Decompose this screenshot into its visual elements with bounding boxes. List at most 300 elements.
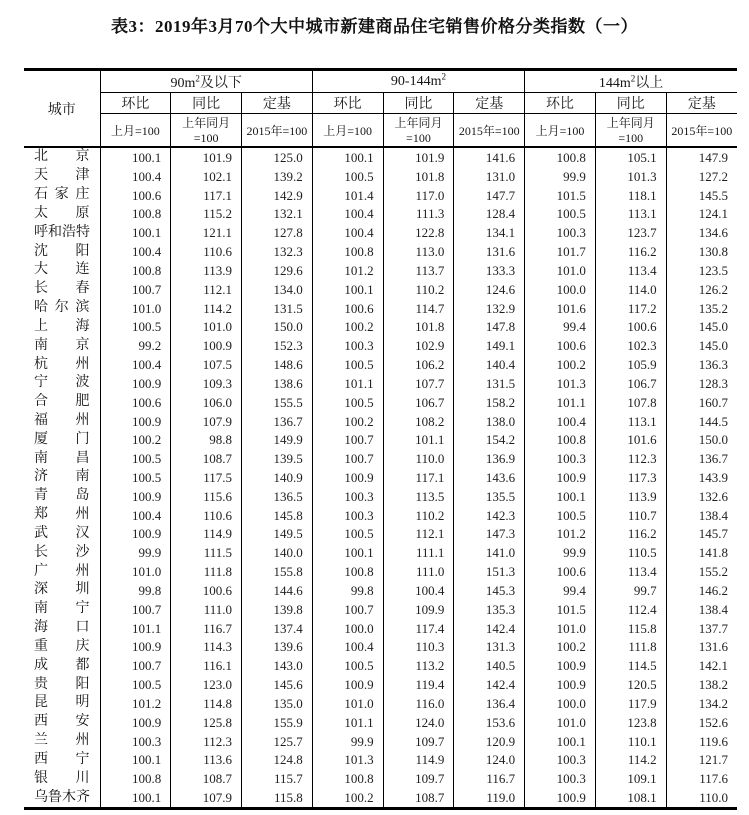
index-value: 101.1 [100, 619, 171, 638]
base-header: 上月=100 [525, 114, 596, 148]
index-value: 145.0 [666, 336, 737, 355]
index-value: 111.3 [383, 204, 454, 223]
index-value: 101.9 [171, 147, 242, 167]
index-value: 128.3 [666, 374, 737, 393]
city-name [24, 543, 100, 562]
group-label: 以上 [635, 75, 664, 91]
index-value: 100.9 [312, 468, 383, 487]
index-value: 110.1 [595, 732, 666, 751]
index-value: 99.9 [525, 543, 596, 562]
index-value: 124.1 [666, 204, 737, 223]
table-row [24, 430, 737, 449]
table-row [24, 336, 737, 355]
index-value: 134.2 [666, 694, 737, 713]
index-value: 100.9 [100, 412, 171, 431]
index-value: 100.3 [100, 732, 171, 751]
index-value: 100.9 [312, 675, 383, 694]
index-value: 138.0 [454, 412, 525, 431]
index-value: 124.0 [383, 713, 454, 732]
index-value: 100.5 [312, 525, 383, 544]
index-value: 101.1 [525, 393, 596, 412]
index-value: 100.4 [312, 204, 383, 223]
index-value: 100.4 [100, 242, 171, 261]
index-value: 136.9 [454, 449, 525, 468]
index-value: 140.5 [454, 656, 525, 675]
index-value: 101.0 [525, 619, 596, 638]
index-value: 113.4 [595, 261, 666, 280]
index-value: 101.8 [383, 317, 454, 336]
table-row [24, 449, 737, 468]
index-value: 139.2 [242, 167, 313, 186]
index-value: 100.4 [100, 355, 171, 374]
index-value: 131.5 [454, 374, 525, 393]
index-value: 131.6 [666, 638, 737, 657]
index-value: 110.0 [666, 788, 737, 808]
index-value: 100.8 [100, 204, 171, 223]
index-value: 102.1 [171, 167, 242, 186]
index-value: 148.6 [242, 355, 313, 374]
index-value: 130.8 [666, 242, 737, 261]
table-row [24, 506, 737, 525]
group-label: 及以下 [199, 75, 242, 91]
index-value: 102.9 [383, 336, 454, 355]
measure-header: 同比 [383, 93, 454, 114]
index-value: 101.5 [525, 186, 596, 205]
index-value: 100.5 [525, 204, 596, 223]
index-value: 116.2 [595, 242, 666, 261]
index-value: 115.8 [242, 788, 313, 808]
index-value: 113.1 [595, 412, 666, 431]
index-value: 101.9 [383, 147, 454, 167]
index-value: 115.2 [171, 204, 242, 223]
index-value: 117.3 [595, 468, 666, 487]
index-value: 100.5 [312, 355, 383, 374]
index-value: 100.6 [525, 562, 596, 581]
index-value: 106.0 [171, 393, 242, 412]
table-row [24, 355, 737, 374]
index-value: 135.3 [454, 600, 525, 619]
index-value: 117.6 [666, 769, 737, 788]
index-value: 121.7 [666, 751, 737, 770]
city-name-label: 海口 [34, 620, 90, 636]
index-value: 100.5 [100, 675, 171, 694]
index-value: 126.2 [666, 280, 737, 299]
index-value: 141.8 [666, 543, 737, 562]
index-value: 127.8 [242, 223, 313, 242]
index-value: 113.4 [595, 562, 666, 581]
base-header: 上年同月=100 [171, 114, 242, 148]
table-row [24, 468, 737, 487]
index-value: 134.1 [454, 223, 525, 242]
city-name-label: 深圳 [34, 582, 90, 598]
group-header-90to144 [312, 70, 524, 93]
index-value: 145.0 [666, 317, 737, 336]
index-value: 100.1 [312, 147, 383, 167]
index-value: 99.2 [100, 336, 171, 355]
table-row [24, 619, 737, 638]
index-value: 154.2 [454, 430, 525, 449]
base-header: 2015年=100 [454, 114, 525, 148]
city-name [24, 562, 100, 581]
group-header-row [24, 70, 737, 93]
index-value: 100.9 [525, 675, 596, 694]
city-name [24, 656, 100, 675]
table-row [24, 204, 737, 223]
index-value: 100.5 [312, 167, 383, 186]
index-value: 151.3 [454, 562, 525, 581]
base-header: 上月=100 [100, 114, 171, 148]
index-value: 109.7 [383, 769, 454, 788]
table-row [24, 656, 737, 675]
index-value: 152.3 [242, 336, 313, 355]
city-name [24, 788, 100, 808]
index-value: 109.1 [595, 769, 666, 788]
index-value: 112.4 [595, 600, 666, 619]
index-value: 124.0 [454, 751, 525, 770]
index-value: 114.9 [171, 525, 242, 544]
city-name-label: 昆明 [34, 695, 90, 711]
table-row [24, 788, 737, 808]
index-value: 100.4 [312, 223, 383, 242]
index-value: 100.8 [312, 242, 383, 261]
index-value: 99.9 [525, 167, 596, 186]
index-value: 98.8 [171, 430, 242, 449]
city-name [24, 186, 100, 205]
index-value: 111.5 [171, 543, 242, 562]
index-value: 132.9 [454, 299, 525, 318]
index-value: 140.0 [242, 543, 313, 562]
city-name [24, 430, 100, 449]
index-value: 135.0 [242, 694, 313, 713]
city-name [24, 374, 100, 393]
index-value: 113.2 [383, 656, 454, 675]
index-value: 132.1 [242, 204, 313, 223]
index-value: 100.9 [100, 638, 171, 657]
table-row [24, 223, 737, 242]
city-name [24, 317, 100, 336]
index-value: 116.7 [171, 619, 242, 638]
index-value: 140.4 [454, 355, 525, 374]
index-value: 112.1 [383, 525, 454, 544]
index-value: 141.6 [454, 147, 525, 167]
index-value: 101.1 [312, 374, 383, 393]
index-value: 143.0 [242, 656, 313, 675]
index-value: 107.9 [171, 412, 242, 431]
index-value: 100.5 [525, 506, 596, 525]
table-row [24, 732, 737, 751]
index-value: 145.5 [666, 186, 737, 205]
index-value: 110.2 [383, 506, 454, 525]
index-value: 100.6 [100, 186, 171, 205]
city-name [24, 581, 100, 600]
index-value: 109.9 [383, 600, 454, 619]
index-value: 125.8 [171, 713, 242, 732]
index-value: 141.0 [454, 543, 525, 562]
index-value: 113.9 [171, 261, 242, 280]
index-value: 128.4 [454, 204, 525, 223]
index-value: 125.0 [242, 147, 313, 167]
index-value: 100.9 [100, 487, 171, 506]
index-value: 107.5 [171, 355, 242, 374]
city-name-label: 长沙 [34, 544, 90, 560]
index-value: 102.3 [595, 336, 666, 355]
table-row [24, 317, 737, 336]
index-value: 117.1 [383, 468, 454, 487]
city-name [24, 487, 100, 506]
measure-header: 定基 [454, 93, 525, 114]
table-row [24, 581, 737, 600]
index-value: 114.8 [171, 694, 242, 713]
index-value: 135.2 [666, 299, 737, 318]
index-value: 142.9 [242, 186, 313, 205]
city-name [24, 147, 100, 167]
index-value: 100.4 [383, 581, 454, 600]
index-value: 115.6 [171, 487, 242, 506]
index-value: 134.6 [666, 223, 737, 242]
index-value: 142.1 [666, 656, 737, 675]
index-value: 110.2 [383, 280, 454, 299]
city-name-label: 沈阳 [34, 243, 90, 259]
index-value: 134.0 [242, 280, 313, 299]
city-name [24, 732, 100, 751]
index-value: 136.7 [666, 449, 737, 468]
index-value: 100.2 [312, 317, 383, 336]
index-value: 110.6 [171, 242, 242, 261]
measure-header: 环比 [525, 93, 596, 114]
index-value: 160.7 [666, 393, 737, 412]
index-value: 146.2 [666, 581, 737, 600]
index-value: 100.7 [100, 656, 171, 675]
base-header: 2015年=100 [242, 114, 313, 148]
index-value: 100.4 [312, 638, 383, 657]
index-value: 100.6 [525, 336, 596, 355]
index-value: 116.1 [171, 656, 242, 675]
city-name-label: 呼和浩特 [34, 224, 90, 240]
index-value: 100.3 [525, 769, 596, 788]
index-value: 107.7 [383, 374, 454, 393]
index-value: 111.8 [595, 638, 666, 657]
index-value: 114.2 [595, 751, 666, 770]
index-value: 117.1 [171, 186, 242, 205]
base-header-row [24, 114, 737, 148]
index-value: 111.8 [171, 562, 242, 581]
index-value: 113.6 [171, 751, 242, 770]
city-name [24, 242, 100, 261]
index-value: 114.9 [383, 751, 454, 770]
group-header-under90 [100, 70, 312, 93]
index-value: 101.2 [525, 525, 596, 544]
table-row [24, 713, 737, 732]
city-name [24, 675, 100, 694]
index-value: 105.9 [595, 355, 666, 374]
index-value: 114.2 [171, 299, 242, 318]
index-value: 136.4 [454, 694, 525, 713]
table-row [24, 393, 737, 412]
index-value: 100.9 [100, 713, 171, 732]
city-name-label: 武汉 [34, 525, 90, 541]
index-value: 138.4 [666, 600, 737, 619]
index-value: 111.0 [171, 600, 242, 619]
index-value: 155.9 [242, 713, 313, 732]
index-value: 110.5 [595, 543, 666, 562]
index-value: 101.2 [100, 694, 171, 713]
index-value: 101.4 [312, 186, 383, 205]
city-name-label: 南京 [34, 337, 90, 353]
index-value: 136.3 [666, 355, 737, 374]
table-row [24, 299, 737, 318]
index-value: 131.6 [454, 242, 525, 261]
index-value: 106.7 [595, 374, 666, 393]
index-value: 100.7 [312, 449, 383, 468]
index-value: 101.1 [312, 713, 383, 732]
city-name [24, 299, 100, 318]
index-value: 100.1 [312, 543, 383, 562]
index-value: 101.6 [525, 299, 596, 318]
base-header: 2015年=100 [666, 114, 737, 148]
city-name-label: 杭州 [34, 356, 90, 372]
index-value: 100.7 [312, 430, 383, 449]
index-value: 100.9 [100, 525, 171, 544]
index-value: 100.8 [312, 562, 383, 581]
index-value: 99.4 [525, 581, 596, 600]
group-label: 90m [170, 75, 196, 91]
index-value: 119.0 [454, 788, 525, 808]
base-header: 上年同月=100 [383, 114, 454, 148]
index-value: 100.0 [525, 280, 596, 299]
index-value: 100.2 [525, 638, 596, 657]
index-value: 133.3 [454, 261, 525, 280]
index-value: 114.5 [595, 656, 666, 675]
city-name [24, 638, 100, 657]
index-value: 101.3 [312, 751, 383, 770]
index-value: 143.6 [454, 468, 525, 487]
index-value: 142.3 [454, 506, 525, 525]
index-value: 129.6 [242, 261, 313, 280]
city-name [24, 600, 100, 619]
index-value: 111.0 [383, 562, 454, 581]
table-row [24, 186, 737, 205]
superscript-2: 2 [441, 70, 446, 81]
index-value: 110.3 [383, 638, 454, 657]
index-value: 100.6 [171, 581, 242, 600]
index-value: 100.9 [100, 374, 171, 393]
table-row [24, 374, 737, 393]
index-value: 101.3 [525, 374, 596, 393]
index-value: 117.9 [595, 694, 666, 713]
index-value: 120.5 [595, 675, 666, 694]
index-value: 147.8 [454, 317, 525, 336]
index-value: 101.3 [595, 167, 666, 186]
superscript-2: 2 [195, 72, 200, 83]
city-name-label: 哈尔滨 [34, 300, 90, 316]
index-value: 124.6 [454, 280, 525, 299]
city-name-label: 北京 [34, 149, 90, 165]
index-value: 112.3 [595, 449, 666, 468]
city-name-label: 乌鲁木齐 [34, 789, 90, 805]
index-value: 158.2 [454, 393, 525, 412]
index-value: 147.7 [454, 186, 525, 205]
index-value: 131.5 [242, 299, 313, 318]
index-value: 155.5 [242, 393, 313, 412]
index-value: 143.9 [666, 468, 737, 487]
index-value: 122.8 [383, 223, 454, 242]
city-name [24, 223, 100, 242]
index-value: 149.5 [242, 525, 313, 544]
index-value: 100.9 [525, 468, 596, 487]
index-value: 132.6 [666, 487, 737, 506]
table-row [24, 167, 737, 186]
city-name-label: 西安 [34, 714, 90, 730]
index-value: 139.6 [242, 638, 313, 657]
index-value: 117.2 [595, 299, 666, 318]
index-value: 120.9 [454, 732, 525, 751]
table-row [24, 525, 737, 544]
city-name [24, 525, 100, 544]
table-row [24, 242, 737, 261]
table-row [24, 751, 737, 770]
index-value: 100.2 [525, 355, 596, 374]
index-value: 100.1 [100, 223, 171, 242]
index-value: 100.3 [312, 487, 383, 506]
index-value: 112.3 [171, 732, 242, 751]
city-name-label: 宁波 [34, 375, 90, 391]
index-value: 127.2 [666, 167, 737, 186]
index-value: 123.7 [595, 223, 666, 242]
index-value: 144.5 [666, 412, 737, 431]
index-value: 100.4 [100, 167, 171, 186]
index-value: 144.6 [242, 581, 313, 600]
index-value: 139.8 [242, 600, 313, 619]
index-value: 118.1 [595, 186, 666, 205]
index-value: 100.3 [525, 223, 596, 242]
city-name [24, 261, 100, 280]
index-value: 100.4 [525, 412, 596, 431]
index-value: 101.7 [525, 242, 596, 261]
index-value: 100.3 [525, 751, 596, 770]
city-name [24, 769, 100, 788]
city-name-label: 南昌 [34, 450, 90, 466]
index-value: 137.4 [242, 619, 313, 638]
city-name [24, 468, 100, 487]
index-value: 114.3 [171, 638, 242, 657]
index-value: 100.0 [525, 694, 596, 713]
measure-header: 同比 [171, 93, 242, 114]
index-value: 101.2 [312, 261, 383, 280]
city-name [24, 167, 100, 186]
index-value: 145.7 [666, 525, 737, 544]
city-name-label: 青岛 [34, 488, 90, 504]
index-value: 123.0 [171, 675, 242, 694]
index-value: 116.7 [454, 769, 525, 788]
index-value: 100.7 [100, 600, 171, 619]
index-value: 100.2 [312, 788, 383, 808]
city-name [24, 694, 100, 713]
city-name-label: 天津 [34, 168, 90, 184]
table-row [24, 562, 737, 581]
measure-header: 环比 [100, 93, 171, 114]
index-value: 100.4 [100, 506, 171, 525]
index-value: 109.7 [383, 732, 454, 751]
index-value: 136.7 [242, 412, 313, 431]
index-value: 107.9 [171, 788, 242, 808]
table-row [24, 600, 737, 619]
index-value: 150.0 [666, 430, 737, 449]
city-name-label: 重庆 [34, 638, 90, 654]
page-title: 表3：2019年3月70个大中城市新建商品住宅销售价格分类指数（一） [111, 17, 638, 36]
index-value: 155.2 [666, 562, 737, 581]
index-value: 99.9 [312, 732, 383, 751]
index-value: 100.6 [595, 317, 666, 336]
